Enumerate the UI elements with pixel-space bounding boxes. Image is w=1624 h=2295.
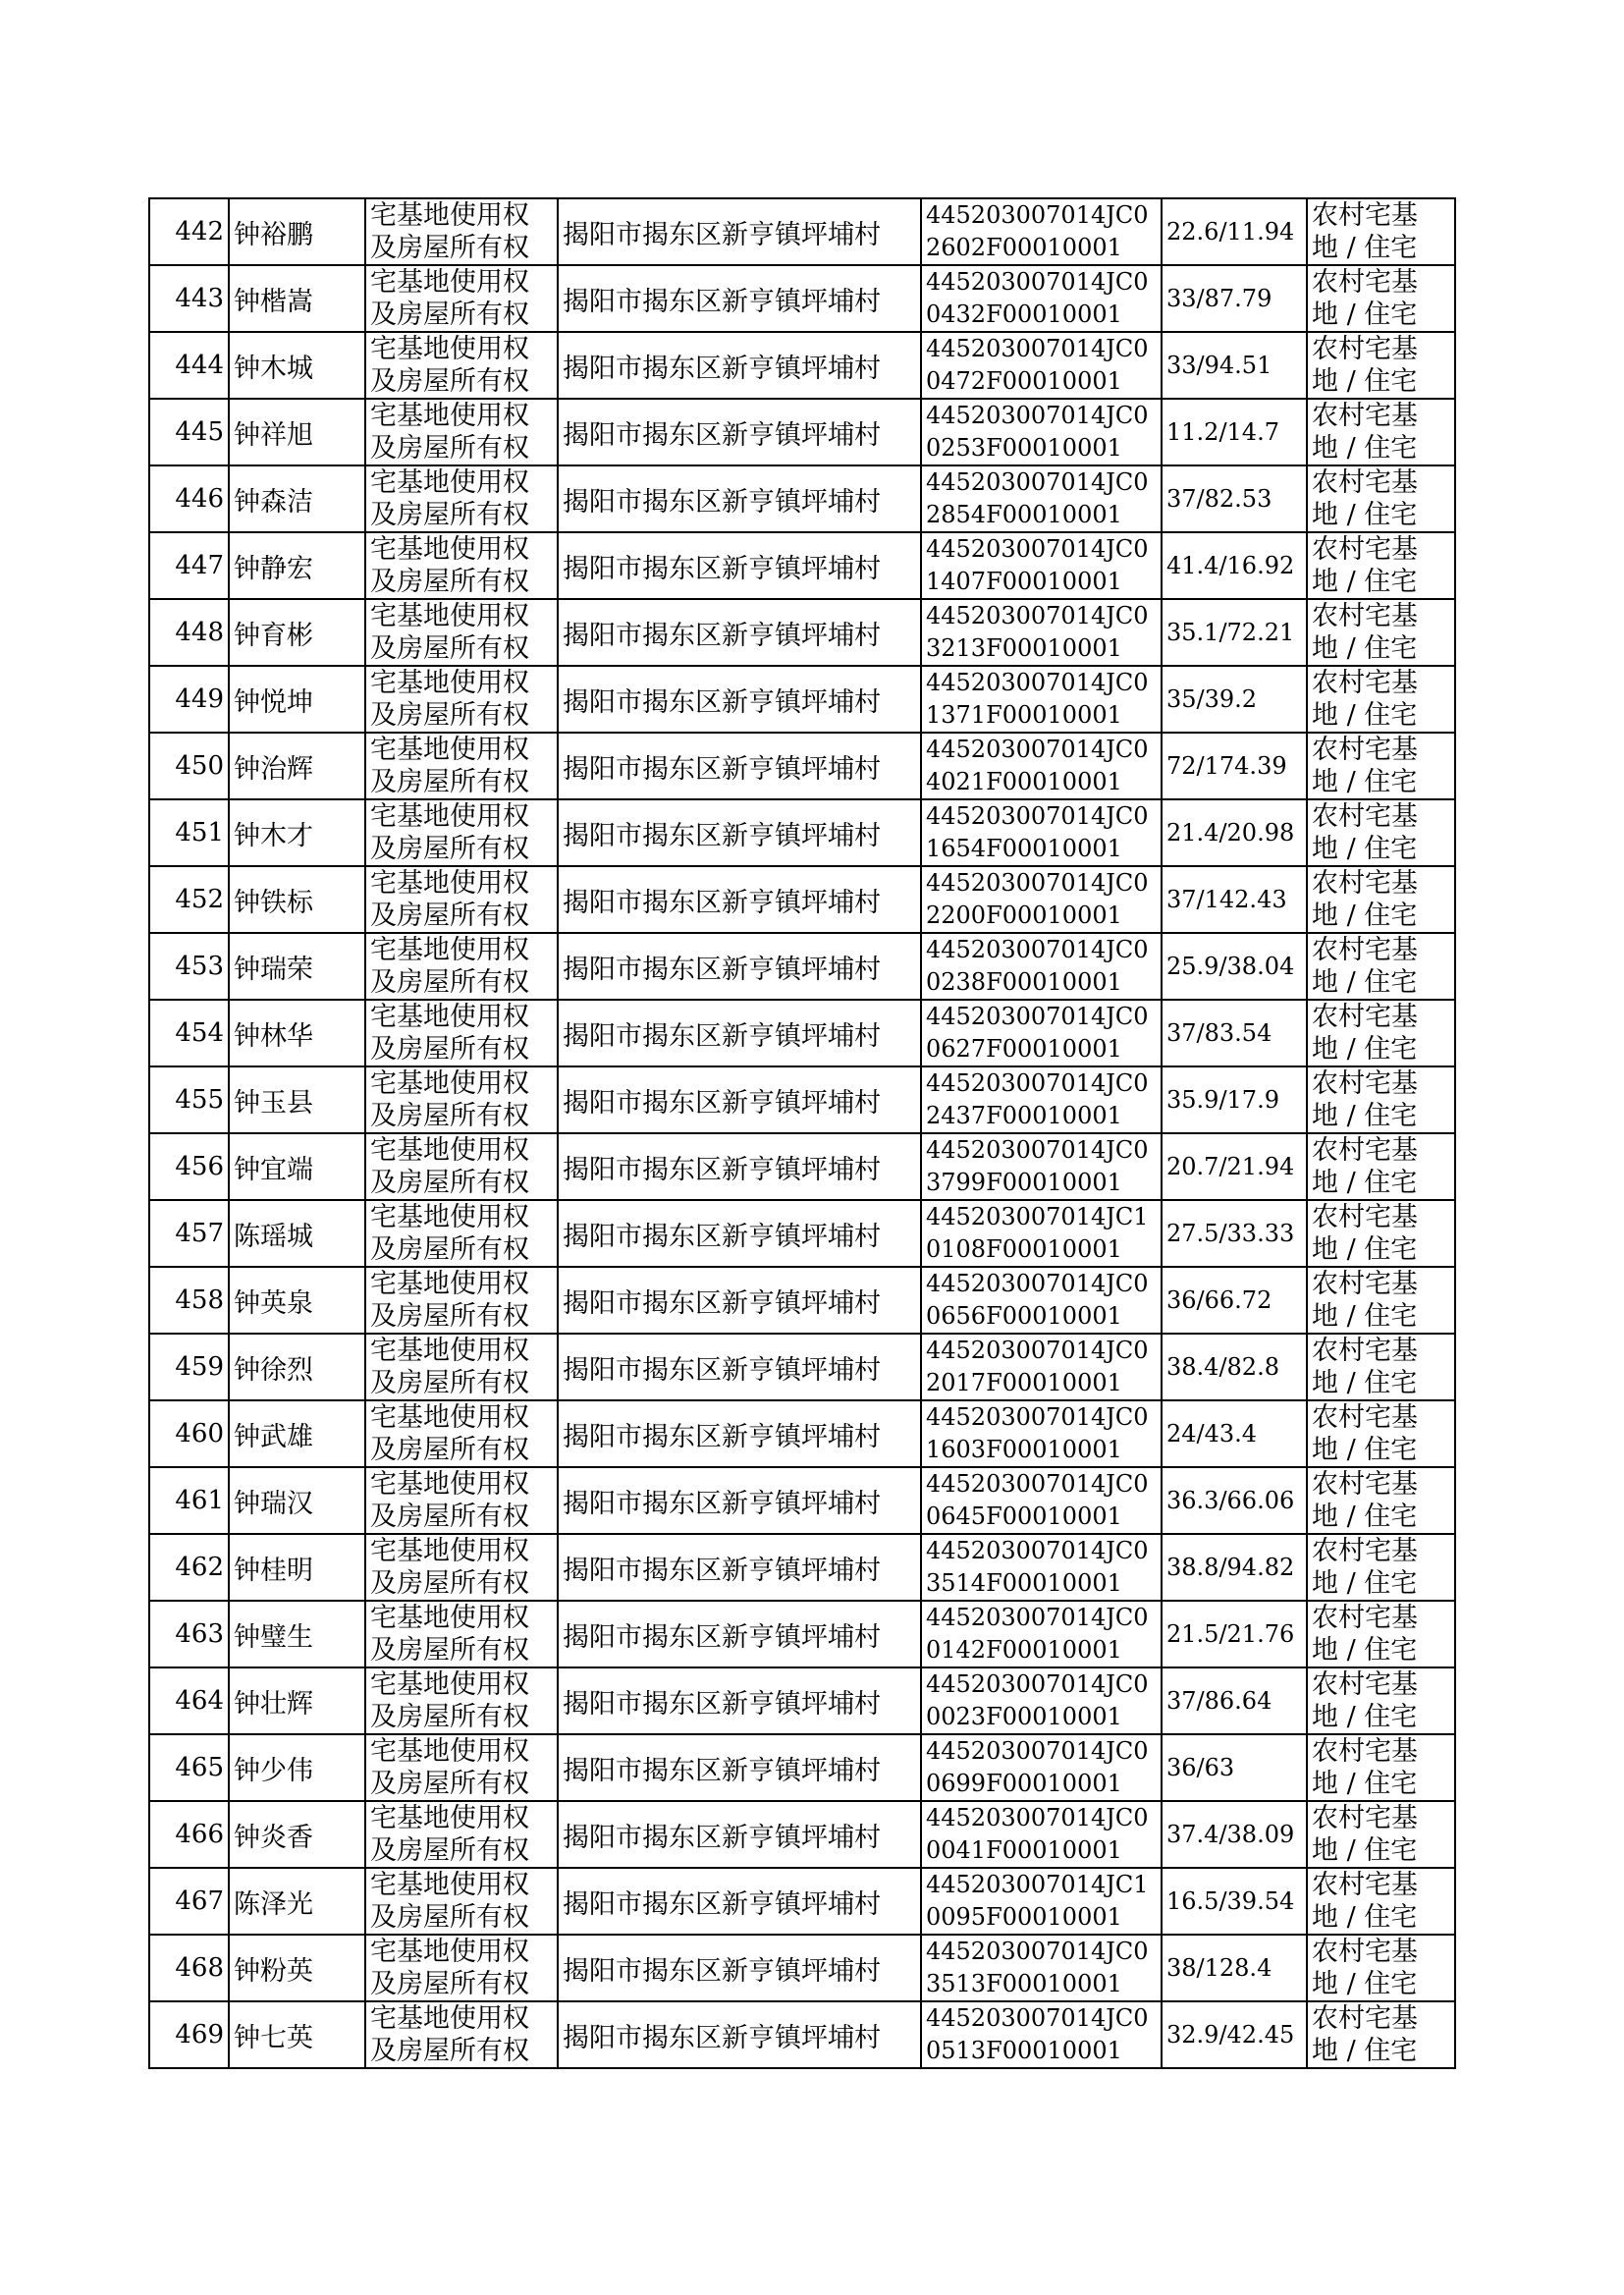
owner-name-cell: 钟育彬: [229, 599, 365, 666]
right-type-cell: 宅基地使用权 及房屋所有权: [365, 933, 558, 1000]
row-number-cell: 452: [149, 866, 229, 933]
area-value-cell: 20.7/21.94: [1162, 1133, 1307, 1200]
owner-name-cell: 钟七英: [229, 2001, 365, 2068]
unit-code-cell: 445203007014JC10108F00010001: [921, 1200, 1162, 1267]
row-number-cell: 458: [149, 1267, 229, 1334]
unit-code-cell: 445203007014JC02602F00010001: [921, 198, 1162, 265]
owner-name-cell: 钟粉英: [229, 1935, 365, 2001]
right-type-cell: 宅基地使用权 及房屋所有权: [365, 733, 558, 799]
area-value-cell: 35/39.2: [1162, 666, 1307, 733]
property-location-cell: 揭阳市揭东区新亨镇坪埔村: [558, 1334, 921, 1400]
owner-name-cell: 钟少伟: [229, 1734, 365, 1801]
owner-name-cell: 钟楷嵩: [229, 265, 365, 332]
property-location-cell: 揭阳市揭东区新亨镇坪埔村: [558, 1801, 921, 1868]
row-number-cell: 468: [149, 1935, 229, 2001]
right-type-cell: 宅基地使用权 及房屋所有权: [365, 1801, 558, 1868]
property-location-cell: 揭阳市揭东区新亨镇坪埔村: [558, 666, 921, 733]
right-type-cell: 宅基地使用权 及房屋所有权: [365, 666, 558, 733]
unit-code-cell: 445203007014JC02017F00010001: [921, 1334, 1162, 1400]
property-location-cell: 揭阳市揭东区新亨镇坪埔村: [558, 1734, 921, 1801]
land-use-cell: 农村宅基 地 / 住宅: [1307, 1667, 1455, 1734]
owner-name-cell: 钟铁标: [229, 866, 365, 933]
land-use-cell: 农村宅基 地 / 住宅: [1307, 866, 1455, 933]
owner-name-cell: 钟壮辉: [229, 1667, 365, 1734]
property-location-cell: 揭阳市揭东区新亨镇坪埔村: [558, 1133, 921, 1200]
unit-code-cell: 445203007014JC04021F00010001: [921, 733, 1162, 799]
land-use-cell: 农村宅基 地 / 住宅: [1307, 399, 1455, 465]
table-row: [149, 1267, 1455, 1334]
area-value-cell: 27.5/33.33: [1162, 1200, 1307, 1267]
land-use-cell: 农村宅基 地 / 住宅: [1307, 198, 1455, 265]
table-row: [149, 2001, 1455, 2068]
land-use-cell: 农村宅基 地 / 住宅: [1307, 1200, 1455, 1267]
area-value-cell: 36/66.72: [1162, 1267, 1307, 1334]
unit-code-cell: 445203007014JC00253F00010001: [921, 399, 1162, 465]
land-use-cell: 农村宅基 地 / 住宅: [1307, 1601, 1455, 1667]
row-number-cell: 453: [149, 933, 229, 1000]
area-value-cell: 38.8/94.82: [1162, 1534, 1307, 1601]
unit-code-cell: 445203007014JC00656F00010001: [921, 1267, 1162, 1334]
row-number-cell: 461: [149, 1467, 229, 1534]
property-location-cell: 揭阳市揭东区新亨镇坪埔村: [558, 733, 921, 799]
owner-name-cell: 钟森洁: [229, 465, 365, 532]
unit-code-cell: 445203007014JC03799F00010001: [921, 1133, 1162, 1200]
area-value-cell: 33/87.79: [1162, 265, 1307, 332]
row-number-cell: 449: [149, 666, 229, 733]
table-row: [149, 599, 1455, 666]
row-number-cell: 444: [149, 332, 229, 399]
owner-name-cell: 钟桂明: [229, 1534, 365, 1601]
land-use-cell: 农村宅基 地 / 住宅: [1307, 799, 1455, 866]
owner-name-cell: 钟武雄: [229, 1400, 365, 1467]
table-row: [149, 1000, 1455, 1066]
property-location-cell: 揭阳市揭东区新亨镇坪埔村: [558, 799, 921, 866]
property-location-cell: 揭阳市揭东区新亨镇坪埔村: [558, 1601, 921, 1667]
owner-name-cell: 钟静宏: [229, 532, 365, 599]
land-use-cell: 农村宅基 地 / 住宅: [1307, 332, 1455, 399]
table-row: [149, 265, 1455, 332]
property-location-cell: 揭阳市揭东区新亨镇坪埔村: [558, 933, 921, 1000]
row-number-cell: 445: [149, 399, 229, 465]
property-location-cell: 揭阳市揭东区新亨镇坪埔村: [558, 198, 921, 265]
row-number-cell: 442: [149, 198, 229, 265]
unit-code-cell: 445203007014JC01654F00010001: [921, 799, 1162, 866]
property-location-cell: 揭阳市揭东区新亨镇坪埔村: [558, 866, 921, 933]
table-row: [149, 666, 1455, 733]
area-value-cell: 21.5/21.76: [1162, 1601, 1307, 1667]
land-use-cell: 农村宅基 地 / 住宅: [1307, 1534, 1455, 1601]
row-number-cell: 447: [149, 532, 229, 599]
owner-name-cell: 钟宜端: [229, 1133, 365, 1200]
property-location-cell: 揭阳市揭东区新亨镇坪埔村: [558, 599, 921, 666]
owner-name-cell: 钟治辉: [229, 733, 365, 799]
property-location-cell: 揭阳市揭东区新亨镇坪埔村: [558, 1868, 921, 1935]
unit-code-cell: 445203007014JC00041F00010001: [921, 1801, 1162, 1868]
area-value-cell: 21.4/20.98: [1162, 799, 1307, 866]
property-location-cell: 揭阳市揭东区新亨镇坪埔村: [558, 1534, 921, 1601]
unit-code-cell: 445203007014JC00238F00010001: [921, 933, 1162, 1000]
row-number-cell: 443: [149, 265, 229, 332]
unit-code-cell: 445203007014JC02200F00010001: [921, 866, 1162, 933]
right-type-cell: 宅基地使用权 及房屋所有权: [365, 265, 558, 332]
land-use-cell: 农村宅基 地 / 住宅: [1307, 465, 1455, 532]
unit-code-cell: 445203007014JC00432F00010001: [921, 265, 1162, 332]
row-number-cell: 462: [149, 1534, 229, 1601]
row-number-cell: 448: [149, 599, 229, 666]
owner-name-cell: 钟英泉: [229, 1267, 365, 1334]
owner-name-cell: 陈泽光: [229, 1868, 365, 1935]
owner-name-cell: 钟祥旭: [229, 399, 365, 465]
land-use-cell: 农村宅基 地 / 住宅: [1307, 1066, 1455, 1133]
unit-code-cell: 445203007014JC01407F00010001: [921, 532, 1162, 599]
owner-name-cell: 陈瑶城: [229, 1200, 365, 1267]
unit-code-cell: 445203007014JC03514F00010001: [921, 1534, 1162, 1601]
property-location-cell: 揭阳市揭东区新亨镇坪埔村: [558, 465, 921, 532]
right-type-cell: 宅基地使用权 及房屋所有权: [365, 1200, 558, 1267]
area-value-cell: 22.6/11.94: [1162, 198, 1307, 265]
land-use-cell: 农村宅基 地 / 住宅: [1307, 1267, 1455, 1334]
table-row: [149, 733, 1455, 799]
row-number-cell: 466: [149, 1801, 229, 1868]
table-row: [149, 198, 1455, 265]
land-use-cell: 农村宅基 地 / 住宅: [1307, 1334, 1455, 1400]
right-type-cell: 宅基地使用权 及房屋所有权: [365, 1667, 558, 1734]
land-use-cell: 农村宅基 地 / 住宅: [1307, 733, 1455, 799]
row-number-cell: 456: [149, 1133, 229, 1200]
unit-code-cell: 445203007014JC03213F00010001: [921, 599, 1162, 666]
land-use-cell: 农村宅基 地 / 住宅: [1307, 933, 1455, 1000]
right-type-cell: 宅基地使用权 及房屋所有权: [365, 1734, 558, 1801]
table-row: [149, 1667, 1455, 1734]
owner-name-cell: 钟木城: [229, 332, 365, 399]
owner-name-cell: 钟炎香: [229, 1801, 365, 1868]
land-use-cell: 农村宅基 地 / 住宅: [1307, 599, 1455, 666]
property-location-cell: 揭阳市揭东区新亨镇坪埔村: [558, 1200, 921, 1267]
row-number-cell: 450: [149, 733, 229, 799]
table-row: [149, 1133, 1455, 1200]
property-location-cell: 揭阳市揭东区新亨镇坪埔村: [558, 2001, 921, 2068]
right-type-cell: 宅基地使用权 及房屋所有权: [365, 332, 558, 399]
table-row: [149, 1066, 1455, 1133]
owner-name-cell: 钟林华: [229, 1000, 365, 1066]
owner-name-cell: 钟玉县: [229, 1066, 365, 1133]
table-row: [149, 1334, 1455, 1400]
right-type-cell: 宅基地使用权 及房屋所有权: [365, 1000, 558, 1066]
owner-name-cell: 钟徐烈: [229, 1334, 365, 1400]
area-value-cell: 16.5/39.54: [1162, 1868, 1307, 1935]
table-row: [149, 1534, 1455, 1601]
area-value-cell: 37.4/38.09: [1162, 1801, 1307, 1868]
unit-code-cell: 445203007014JC00142F00010001: [921, 1601, 1162, 1667]
row-number-cell: 469: [149, 2001, 229, 2068]
owner-name-cell: 钟瑞荣: [229, 933, 365, 1000]
area-value-cell: 11.2/14.7: [1162, 399, 1307, 465]
land-use-cell: 农村宅基 地 / 住宅: [1307, 265, 1455, 332]
table-row: [149, 1200, 1455, 1267]
land-use-cell: 农村宅基 地 / 住宅: [1307, 1935, 1455, 2001]
right-type-cell: 宅基地使用权 及房屋所有权: [365, 1334, 558, 1400]
property-location-cell: 揭阳市揭东区新亨镇坪埔村: [558, 1066, 921, 1133]
row-number-cell: 446: [149, 465, 229, 532]
row-number-cell: 451: [149, 799, 229, 866]
row-number-cell: 457: [149, 1200, 229, 1267]
area-value-cell: 72/174.39: [1162, 733, 1307, 799]
land-use-cell: 农村宅基 地 / 住宅: [1307, 1734, 1455, 1801]
unit-code-cell: 445203007014JC00513F00010001: [921, 2001, 1162, 2068]
property-location-cell: 揭阳市揭东区新亨镇坪埔村: [558, 265, 921, 332]
owner-name-cell: 钟瑞汉: [229, 1467, 365, 1534]
table-row: [149, 1734, 1455, 1801]
unit-code-cell: 445203007014JC01603F00010001: [921, 1400, 1162, 1467]
land-use-cell: 农村宅基 地 / 住宅: [1307, 532, 1455, 599]
property-location-cell: 揭阳市揭东区新亨镇坪埔村: [558, 1000, 921, 1066]
row-number-cell: 463: [149, 1601, 229, 1667]
area-value-cell: 35.9/17.9: [1162, 1066, 1307, 1133]
right-type-cell: 宅基地使用权 及房屋所有权: [365, 1467, 558, 1534]
table-row: [149, 933, 1455, 1000]
area-value-cell: 36/63: [1162, 1734, 1307, 1801]
property-location-cell: 揭阳市揭东区新亨镇坪埔村: [558, 532, 921, 599]
registry-table-body: [149, 198, 1455, 2068]
right-type-cell: 宅基地使用权 及房屋所有权: [365, 2001, 558, 2068]
property-location-cell: 揭阳市揭东区新亨镇坪埔村: [558, 399, 921, 465]
row-number-cell: 454: [149, 1000, 229, 1066]
property-location-cell: 揭阳市揭东区新亨镇坪埔村: [558, 1935, 921, 2001]
property-location-cell: 揭阳市揭东区新亨镇坪埔村: [558, 1467, 921, 1534]
area-value-cell: 37/142.43: [1162, 866, 1307, 933]
registry-table: [148, 197, 1456, 2069]
right-type-cell: 宅基地使用权 及房屋所有权: [365, 399, 558, 465]
area-value-cell: 33/94.51: [1162, 332, 1307, 399]
land-use-cell: 农村宅基 地 / 住宅: [1307, 1868, 1455, 1935]
area-value-cell: 41.4/16.92: [1162, 532, 1307, 599]
owner-name-cell: 钟木才: [229, 799, 365, 866]
right-type-cell: 宅基地使用权 及房屋所有权: [365, 866, 558, 933]
land-use-cell: 农村宅基 地 / 住宅: [1307, 666, 1455, 733]
area-value-cell: 24/43.4: [1162, 1400, 1307, 1467]
table-row: [149, 1601, 1455, 1667]
table-row: [149, 332, 1455, 399]
table-row: [149, 1935, 1455, 2001]
table-row: [149, 1868, 1455, 1935]
unit-code-cell: 445203007014JC01371F00010001: [921, 666, 1162, 733]
right-type-cell: 宅基地使用权 及房屋所有权: [365, 198, 558, 265]
row-number-cell: 460: [149, 1400, 229, 1467]
right-type-cell: 宅基地使用权 及房屋所有权: [365, 1267, 558, 1334]
area-value-cell: 37/82.53: [1162, 465, 1307, 532]
land-use-cell: 农村宅基 地 / 住宅: [1307, 1000, 1455, 1066]
land-use-cell: 农村宅基 地 / 住宅: [1307, 1400, 1455, 1467]
right-type-cell: 宅基地使用权 及房屋所有权: [365, 532, 558, 599]
area-value-cell: 35.1/72.21: [1162, 599, 1307, 666]
row-number-cell: 464: [149, 1667, 229, 1734]
right-type-cell: 宅基地使用权 及房屋所有权: [365, 465, 558, 532]
property-location-cell: 揭阳市揭东区新亨镇坪埔村: [558, 1267, 921, 1334]
unit-code-cell: 445203007014JC00645F00010001: [921, 1467, 1162, 1534]
right-type-cell: 宅基地使用权 及房屋所有权: [365, 1868, 558, 1935]
unit-code-cell: 445203007014JC00023F00010001: [921, 1667, 1162, 1734]
table-row: [149, 532, 1455, 599]
property-location-cell: 揭阳市揭东区新亨镇坪埔村: [558, 1400, 921, 1467]
area-value-cell: 37/86.64: [1162, 1667, 1307, 1734]
area-value-cell: 25.9/38.04: [1162, 933, 1307, 1000]
table-row: [149, 1400, 1455, 1467]
unit-code-cell: 445203007014JC10095F00010001: [921, 1868, 1162, 1935]
land-use-cell: 农村宅基 地 / 住宅: [1307, 1133, 1455, 1200]
unit-code-cell: 445203007014JC02437F00010001: [921, 1066, 1162, 1133]
right-type-cell: 宅基地使用权 及房屋所有权: [365, 1534, 558, 1601]
table-row: [149, 465, 1455, 532]
right-type-cell: 宅基地使用权 及房屋所有权: [365, 1133, 558, 1200]
right-type-cell: 宅基地使用权 及房屋所有权: [365, 1935, 558, 2001]
right-type-cell: 宅基地使用权 及房屋所有权: [365, 799, 558, 866]
area-value-cell: 38/128.4: [1162, 1935, 1307, 2001]
row-number-cell: 465: [149, 1734, 229, 1801]
right-type-cell: 宅基地使用权 及房屋所有权: [365, 1400, 558, 1467]
unit-code-cell: 445203007014JC00627F00010001: [921, 1000, 1162, 1066]
owner-name-cell: 钟璧生: [229, 1601, 365, 1667]
area-value-cell: 36.3/66.06: [1162, 1467, 1307, 1534]
table-row: [149, 399, 1455, 465]
land-use-cell: 农村宅基 地 / 住宅: [1307, 1801, 1455, 1868]
row-number-cell: 459: [149, 1334, 229, 1400]
land-use-cell: 农村宅基 地 / 住宅: [1307, 2001, 1455, 2068]
area-value-cell: 38.4/82.8: [1162, 1334, 1307, 1400]
unit-code-cell: 445203007014JC02854F00010001: [921, 465, 1162, 532]
unit-code-cell: 445203007014JC00472F00010001: [921, 332, 1162, 399]
right-type-cell: 宅基地使用权 及房屋所有权: [365, 599, 558, 666]
table-row: [149, 1801, 1455, 1868]
area-value-cell: 37/83.54: [1162, 1000, 1307, 1066]
owner-name-cell: 钟悦坤: [229, 666, 365, 733]
area-value-cell: 32.9/42.45: [1162, 2001, 1307, 2068]
row-number-cell: 455: [149, 1066, 229, 1133]
owner-name-cell: 钟裕鹏: [229, 198, 365, 265]
property-location-cell: 揭阳市揭东区新亨镇坪埔村: [558, 332, 921, 399]
row-number-cell: 467: [149, 1868, 229, 1935]
property-location-cell: 揭阳市揭东区新亨镇坪埔村: [558, 1667, 921, 1734]
table-row: [149, 866, 1455, 933]
unit-code-cell: 445203007014JC00699F00010001: [921, 1734, 1162, 1801]
land-use-cell: 农村宅基 地 / 住宅: [1307, 1467, 1455, 1534]
right-type-cell: 宅基地使用权 及房屋所有权: [365, 1066, 558, 1133]
right-type-cell: 宅基地使用权 及房屋所有权: [365, 1601, 558, 1667]
table-row: [149, 799, 1455, 866]
table-row: [149, 1467, 1455, 1534]
unit-code-cell: 445203007014JC03513F00010001: [921, 1935, 1162, 2001]
